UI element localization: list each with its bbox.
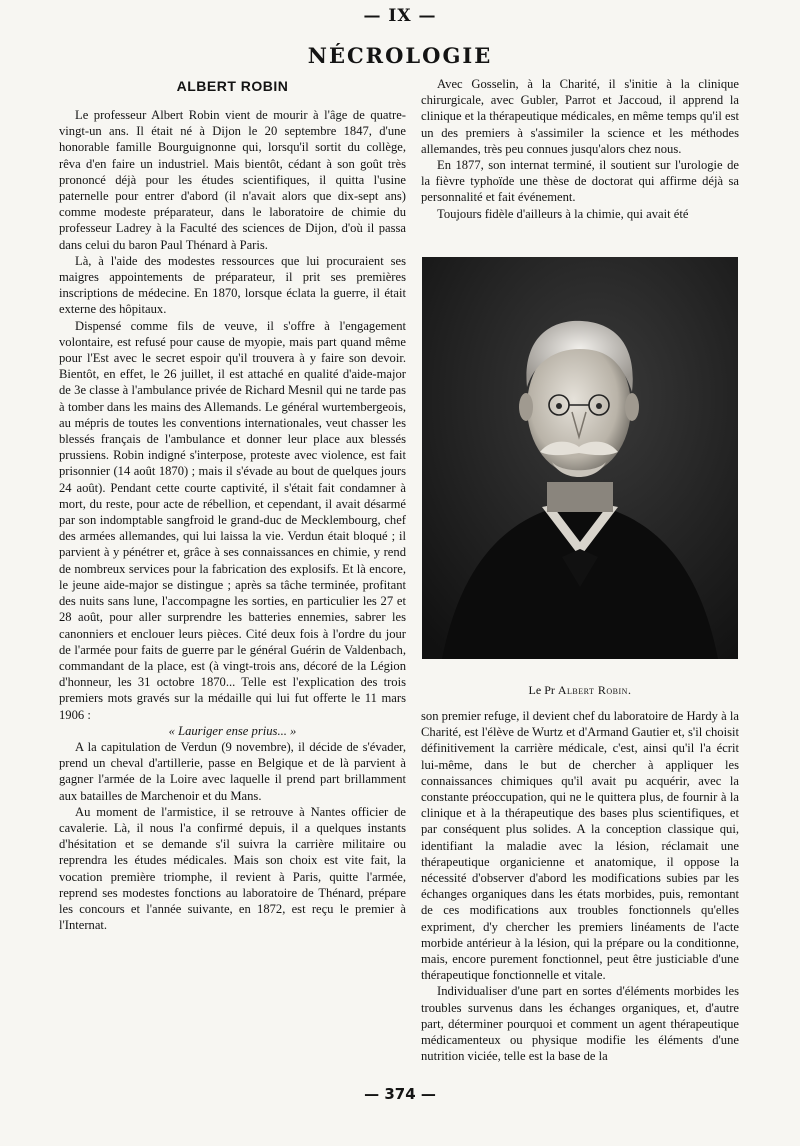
caption-name: Albert Robin. (557, 683, 632, 697)
paragraph: Au moment de l'armistice, il se retrouve à Nantes officier de cavalerie. Là, il nous l'a confirmé depuis, il a quelques instants d'hésitation et se demande s'il suivra la carrière militaire ou reprendra les études médicales. Mais son choix est vite fait, la vocation première triomphe, il revient à Paris, quitte l'armée, reprend ses modestes fonctions au laboratoire de Thénard, prépare les concours et l'année suivante, en 1872, est reçu le premier à l'Internat. (59, 804, 406, 933)
caption-prefix: Le Pr (528, 683, 555, 697)
portrait-illustration (422, 257, 738, 659)
right-column-bottom (421, 708, 739, 1064)
section-title: NÉCROLOGIE (307, 43, 493, 68)
paragraph: Le professeur Albert Robin vient de mourir à l'âge de quatre-vingt-un ans. Il était né à Dijon le 20 septembre 1847, d'une honorable famille Bourguignonne qui, lorsqu'il sortit du collège, rêva d'en faire un industriel. Mais bientôt, cédant à son goût très prononcé déjà pour les études scientifiques, il quitta l'usine paternelle pour entrer d'abord (il n'avait alors que dix-sept ans) comme modeste préparateur, dans le laboratoire de chimie du professeur Ladrey à la Faculté des sciences de Dijon, d'où il passa dans celui du baron Paul Thénard à Paris. (59, 108, 406, 252)
paragraph: Là, à l'aide des modestes ressources que lui procuraient ses maigres appointements de préparateur, il prit ses premières inscriptions de médecine. En 1870, lorsque éclata la guerre, il était externe des hôpitaux. (59, 253, 406, 317)
right-column-top (421, 76, 739, 222)
paragraph: En 1877, son internat terminé, il soutient sur l'urologie de la fièvre typhoïde une thèse de doctorat qui affirme déjà sa personnalité et fait événement. (421, 158, 739, 205)
photo-caption (421, 683, 739, 698)
portrait-photo (422, 257, 738, 659)
paragraph: son premier refuge, il devient chef du laboratoire de Hardy à la Charité, est l'élève de Wurtz et d'Armand Gautier et, s'il choisit définitivement la carrière médicale, c'est, ainsi qu'il l'a écrit lui-même, dans le but de chercher à appliquer les connaissances chimiques qu'il avait pu acquérir, avec la constante préoccupation, qui ne le quittera plus, de fournir à la clinique et à la thérapeutique des bases plus scientifiques, et par conséquent plus solides. A la conception classique qui, identifiant la maladie avec la lésion, réclamait une thérapeutique organicienne et anatomique, il oppose la nécessité d'observer d'abord les modifications subies par les échanges organiques dans les états morbides, puis, remontant de ces modifications aux troubles fonctionnels qu'elles expriment, d'y chercher les premiers linéaments de l'acte morbide antérieur à la lésion, qui la prépare ou la conditionne, mais, encore purement fonctionnel, peut être justiciable d'une thérapeutique fonctionnelle et vitale. (421, 709, 739, 983)
page-number: — 374 — (364, 1085, 436, 1103)
paragraph: Toujours fidèle d'ailleurs à la chimie, qui avait été (437, 206, 689, 221)
article-title: ALBERT ROBIN (176, 78, 289, 94)
paragraph: Avec Gosselin, à la Charité, il s'initie à la clinique chirurgicale, avec Gubler, Parrot et Jaccoud, il apprend la clinique et la thérapeutique médicales, en même temps qu'il est un des premiers à s'assimiler la science et les méthodes allemandes, très peu connues jusqu'alors chez nous. (421, 77, 739, 156)
paragraph: Dispensé comme fils de veuve, il s'offre à l'engagement volontaire, est refusé pour cause de myopie, mais part quand même pour l'Est avec le secret espoir qu'il trouvera à y faire son devoir. Bientôt, en effet, le 26 juillet, il est attaché en qualité d'aide-major de 3e classe à l'ambulance privée de Richard Mesnil qui ne tarde pas à tomber dans les mains des Allemands. Le général wurtembergeois, au mépris de toutes les conventions internationales, veut chasser les blessés français de l'ambulance et donner leur place aux blessés prussiens. Robin indigné s'interpose, proteste avec violence, est fait prisonnier (14 août 1870) ; mais il s'évade au bout de quelques jours 24 août). Pendant cette courte captivité, il s'était fait condamner à mort, du reste, pour acte de rébellion, et cependant, il avait désarmé par son indomptable sangfroid le grand-duc de Mecklembourg, chef des armées allemandes, qui lui laissa la vie. Verdun était bloqué ; il parvient à y pénétrer et, grâce à ses connaissances en chimie, y rend de nombreux services pour la fabrication des explosifs. Et là encore, le jeune aide-major se distingue ; après sa tâche terminée, profitant des nuits sans lune, l'accompagne les sorties, en particulier les 27 et 28 août, pour aller surprendre les batteries ennemies, sabrer les canonniers et enclouer leurs pièces. Cité deux fois à l'ordre du jour de l'armée pour faits de guerre par le général Guérin de Valdenbach, commandant de la place, est (à vingt-trois ans, décoré de la Légion d'honneur, les 31 octobre 1870... Telle est l'explication des trois premiers mots gravés sur la médaille qui lui fut offerte le 11 mars 1906 : (59, 318, 406, 722)
page-roman-number: — IX — (363, 6, 437, 26)
paragraph: Individualiser d'une part en sortes d'éléments morbides les troubles survenus dans les échanges organiques, et, d'autre part, déterminer pourquoi et comment un agent thérapeutique médicamenteux ou physique modifie les éléments d'une nutrition viciée, telle est la base de la (421, 984, 739, 1064)
paragraph: A la capitulation de Verdun (9 novembre), il décide de s'évader, prend un cheval d'artillerie, passe en Belgique et de là parvient à gagner l'armée de la Loire avec laquelle il prend part brillamment aux batailles de Marchenoir et du Mans. (59, 739, 406, 803)
medal-motto: « Lauriger ense prius... » (168, 723, 297, 738)
left-column (59, 107, 406, 933)
